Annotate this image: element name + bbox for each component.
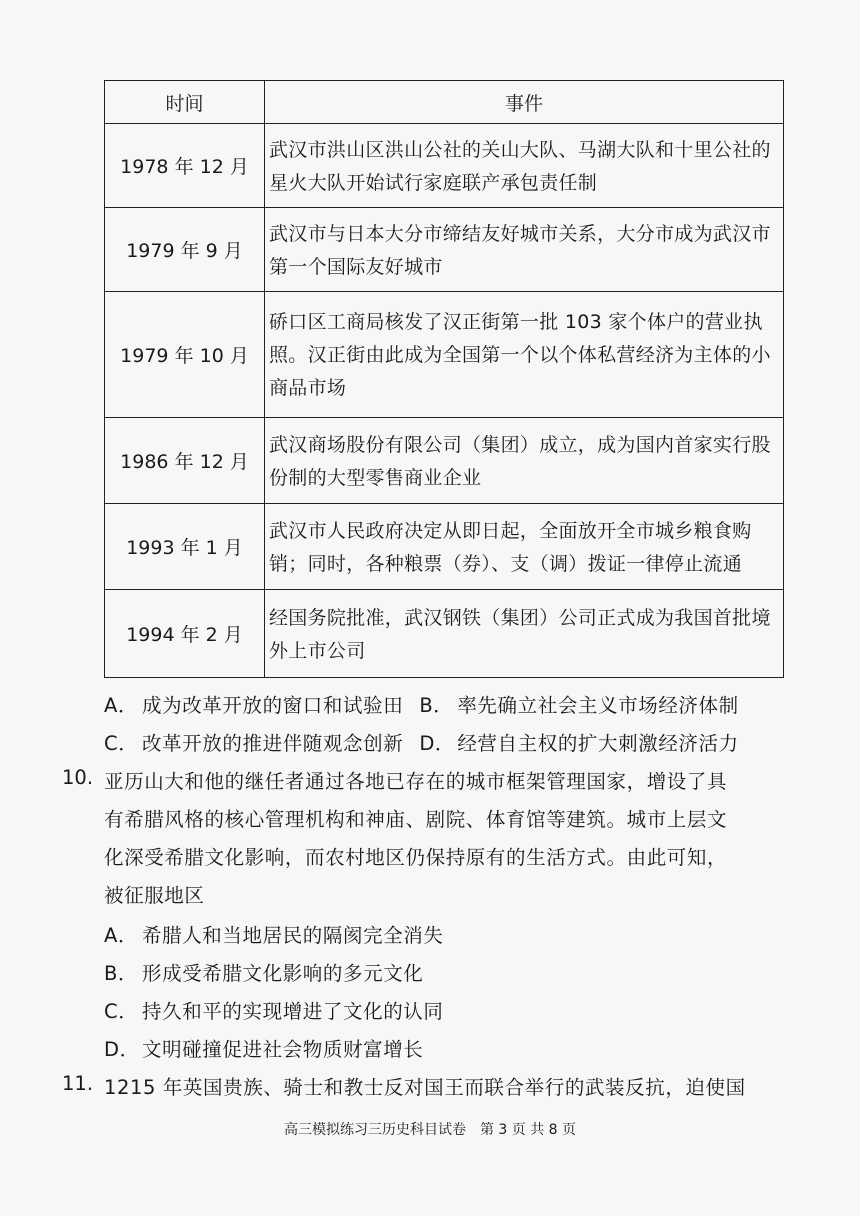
option-label: D． — [104, 1038, 140, 1061]
q10-stem-line: 被征服地区 — [104, 884, 205, 907]
option-c-text: 改革开放的推进伴随观念创新 — [142, 732, 404, 755]
row-event: 硚口区工商局核发了汉正街第一批 103 家个体户的营业执照。汉正街由此成为全国第一个以个体私营经济为主体的小商品市场 — [265, 292, 784, 418]
q10-stem-line: 有希腊风格的核心管理机构和神庙、剧院、体育馆等建筑。城市上层文 — [104, 808, 728, 831]
option-text: 希腊人和当地居民的隔阂完全消失 — [142, 924, 444, 947]
row-time: 1994 年 2 月 — [105, 590, 265, 678]
events-table — [104, 80, 784, 678]
q10-option-c — [104, 996, 444, 1024]
option-b-text: 率先确立社会主义市场经济体制 — [457, 694, 739, 717]
option-text: 文明碰撞促进社会物质财富增长 — [142, 1038, 424, 1061]
q10-option-a — [104, 920, 444, 948]
row-event: 武汉市与日本大分市缔结友好城市关系，大分市成为武汉市第一个国际友好城市 — [265, 208, 784, 292]
row-time: 1986 年 12 月 — [105, 418, 265, 504]
table-row — [105, 124, 784, 208]
row-event: 武汉市人民政府决定从即日起，全面放开全市城乡粮食购销；同时，各种粮票（券）、支（调）拨证一律停止流通 — [265, 504, 784, 590]
option-d-text: 经营自主权的扩大刺激经济活力 — [457, 732, 739, 755]
row-event: 武汉市洪山区洪山公社的关山大队、马湖大队和十里公社的星火大队开始试行家庭联产承包责任制 — [265, 124, 784, 208]
q10-option-d — [104, 1034, 423, 1062]
table-row — [105, 504, 784, 590]
option-a-text: 成为改革开放的窗口和试验田 — [142, 694, 404, 717]
option-label: A． — [104, 694, 139, 717]
table-header-row — [105, 81, 784, 124]
option-label: B． — [419, 694, 454, 717]
q10-stem-line: 化深受希腊文化影响，而农村地区仍保持原有的生活方式。由此可知， — [104, 846, 728, 869]
row-time: 1993 年 1 月 — [105, 504, 265, 590]
row-time: 1979 年 9 月 — [105, 208, 265, 292]
option-label: D． — [419, 732, 456, 755]
option-text: 持久和平的实现增进了文化的认同 — [142, 1000, 444, 1023]
q11-number: 11. — [62, 1072, 94, 1095]
q9-options-row-2 — [104, 728, 739, 756]
option-label: B． — [104, 962, 139, 985]
q9-options-row-1 — [104, 690, 739, 718]
table-row — [105, 208, 784, 292]
q10-stem-line: 亚历山大和他的继任者通过各地已存在的城市框架管理国家，增设了具 — [104, 770, 728, 793]
row-event: 经国务院批准，武汉钢铁（集团）公司正式成为我国首批境外上市公司 — [265, 590, 784, 678]
header-time: 时间 — [105, 81, 265, 124]
row-event: 武汉商场股份有限公司（集团）成立，成为国内首家实行股份制的大型零售商业企业 — [265, 418, 784, 504]
q10-number: 10. — [62, 766, 94, 789]
row-time: 1979 年 10 月 — [105, 292, 265, 418]
row-time: 1978 年 12 月 — [105, 124, 265, 208]
table-row — [105, 590, 784, 678]
page-footer: 高三模拟练习三历史科目试卷 第 3 页 共 8 页 — [283, 1122, 577, 1138]
q11-stem-line: 1215 年英国贵族、骑士和教士反对国王而联合举行的武装反抗，迫使国 — [104, 1076, 746, 1099]
option-label: A． — [104, 924, 139, 947]
header-event: 事件 — [265, 81, 784, 124]
q10-option-b — [104, 958, 423, 986]
table-row — [105, 418, 784, 504]
option-label: C． — [104, 732, 139, 755]
table-row — [105, 292, 784, 418]
option-text: 形成受希腊文化影响的多元文化 — [142, 962, 424, 985]
option-label: C． — [104, 1000, 139, 1023]
